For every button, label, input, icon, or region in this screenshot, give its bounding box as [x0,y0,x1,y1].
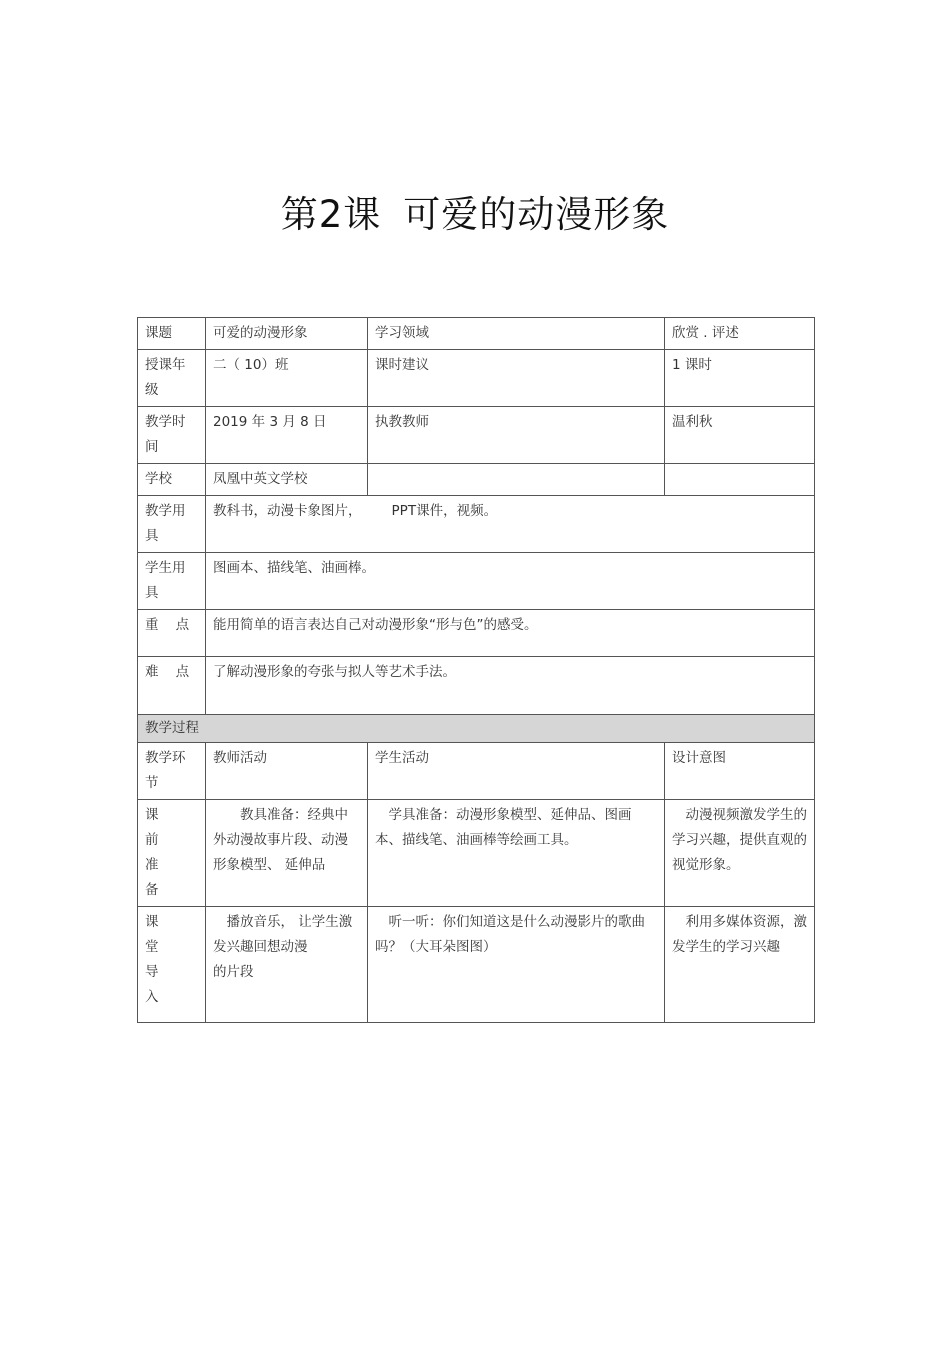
value-difficulty: 了解动漫形象的夸张与拟人等艺术手法。 [206,657,815,715]
label-teacher: 执教教师 [368,407,665,464]
lesson-plan-table [137,317,815,1023]
stage-char: 入 [145,989,159,1005]
value-field: 欣赏 . 评述 [665,318,815,350]
value-time: 2019 年 3 月 8 日 [206,407,368,464]
row-difficulty [138,657,815,715]
teacher-activity-line: 的片段 [213,964,254,980]
value-key-point: 能用简单的语言表达自己对动漫形象“形与色”的感受。 [206,610,815,657]
empty-cell [665,464,815,496]
row-key-point [138,610,815,657]
row-process-header [138,743,815,800]
stage-char: 前 [145,832,159,848]
section-title: 教学过程 [138,715,815,743]
lesson-name: 可爱的动漫形象 [403,193,670,236]
value-teacher: 温利秋 [665,407,815,464]
value-teaching-tools: 教科书，动漫卡象图片， PPT课件，视频。 [206,496,815,553]
teacher-activity-prep: 教具准备：经典中外动漫故事片段、动漫形象模型、 延伸品 [206,800,368,907]
teacher-activity-intro [206,907,368,1023]
row-section-process [138,715,815,743]
row-topic [138,318,815,350]
value-grade: 二（ 10）班 [206,350,368,407]
stage-prep [138,800,206,907]
stage-char: 课 [145,807,159,823]
row-grade [138,350,815,407]
label-difficulty: 难 点 [138,657,206,715]
lesson-number: 第2课 [280,193,382,236]
stage-char: 课 [145,914,159,930]
row-process-intro [138,907,815,1023]
value-school: 凤凰中英文学校 [206,464,368,496]
label-teaching-tools: 教学用具 [138,496,206,553]
row-process-prep [138,800,815,907]
label-key-point: 重 点 [138,610,206,657]
row-teaching-tools [138,496,815,553]
label-grade: 授课年级 [138,350,206,407]
teacher-activity-line: 播放音乐， 让学生激发兴趣回想动漫 [213,914,353,955]
header-student-activity: 学生活动 [368,743,665,800]
stage-intro [138,907,206,1023]
label-student-tools: 学生用具 [138,553,206,610]
stage-char: 导 [145,964,159,980]
stage-char: 备 [145,882,159,898]
label-topic: 课题 [138,318,206,350]
lesson-title [0,184,950,238]
row-school [138,464,815,496]
label-school: 学校 [138,464,206,496]
header-stage: 教学环节 [138,743,206,800]
design-intent-intro: 利用多媒体资源，激发学生的学习兴趣 [665,907,815,1023]
design-intent-prep: 动漫视频激发学生的学习兴趣，提供直观的视觉形象。 [665,800,815,907]
header-teacher-activity: 教师活动 [206,743,368,800]
stage-char: 堂 [145,939,159,955]
empty-cell [368,464,665,496]
header-design-intent: 设计意图 [665,743,815,800]
value-student-tools: 图画本、描线笔、油画棒。 [206,553,815,610]
row-student-tools [138,553,815,610]
label-periods: 课时建议 [368,350,665,407]
value-periods: 1 课时 [665,350,815,407]
label-field: 学习领域 [368,318,665,350]
value-topic: 可爱的动漫形象 [206,318,368,350]
row-time [138,407,815,464]
stage-char: 准 [145,857,159,873]
student-activity-intro: 听一听：你们知道这是什么动漫影片的歌曲吗？（大耳朵图图） [368,907,665,1023]
student-activity-prep: 学具准备：动漫形象模型、延伸品、图画本、描线笔、油画棒等绘画工具。 [368,800,665,907]
label-time: 教学时间 [138,407,206,464]
